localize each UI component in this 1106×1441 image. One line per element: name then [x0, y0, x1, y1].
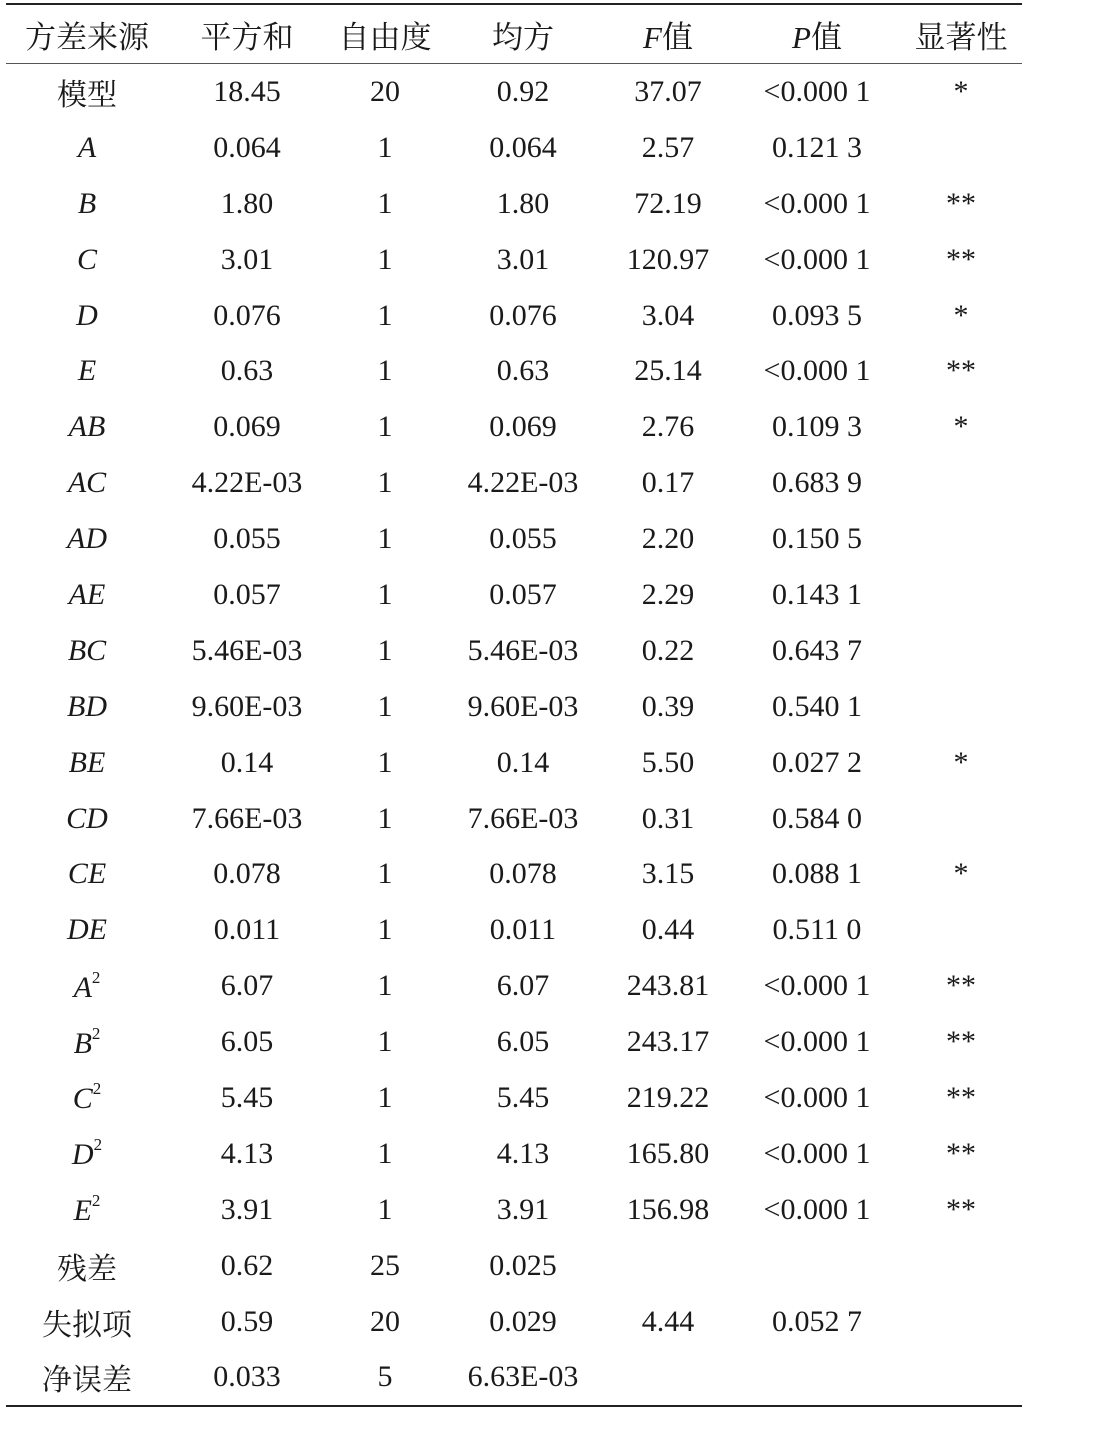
- cell-f-value: 5.50: [641, 745, 695, 779]
- cell-source: [6, 1126, 168, 1182]
- source-label: D: [71, 1138, 94, 1172]
- cell-mean-square: 1.80: [496, 186, 550, 220]
- cell-sum-of-squares: 3.01: [220, 242, 274, 276]
- source-label: BD: [67, 689, 107, 723]
- cell-degrees-of-freedom: 1: [377, 522, 393, 556]
- cell-sum-of-squares: 0.63: [220, 354, 274, 388]
- cell-significance: *: [953, 298, 969, 332]
- cell-p-value: <0.000 1: [763, 969, 871, 1003]
- cell-source: [6, 232, 168, 288]
- table-row: [6, 623, 1022, 679]
- cell-degrees-of-freedom: 1: [377, 745, 393, 779]
- cell-mean-square: 3.91: [496, 1192, 550, 1226]
- table-row: [6, 288, 1022, 344]
- source-exponent: 2: [93, 1135, 103, 1155]
- table-row: [6, 958, 1022, 1014]
- cell-significance: *: [953, 74, 969, 108]
- cell-p-value: <0.000 1: [763, 74, 871, 108]
- cell-source: [6, 567, 168, 623]
- cell-sum-of-squares: 1.80: [220, 186, 274, 220]
- cell-source: [6, 511, 168, 567]
- cell-p-value: [734, 1238, 900, 1294]
- source-exponent: 2: [91, 1191, 101, 1211]
- source-label: B: [73, 1026, 92, 1060]
- cell-sum-of-squares: 0.055: [213, 522, 281, 556]
- header-degrees-of-freedom: 自由度: [338, 19, 432, 55]
- cell-f-value: 3.15: [641, 857, 695, 891]
- table-row: [6, 343, 1022, 399]
- cell-sum-of-squares: 18.45: [213, 74, 281, 108]
- cell-p-value: <0.000 1: [763, 1025, 871, 1059]
- cell-p-value: 0.093 5: [772, 298, 862, 332]
- cell-source: [6, 902, 168, 958]
- source-label: E: [77, 354, 97, 388]
- cell-f-value: 2.76: [641, 410, 695, 444]
- cell-degrees-of-freedom: 1: [377, 186, 393, 220]
- cell-significance: [900, 679, 1022, 735]
- table-row: [6, 64, 1022, 120]
- cell-f-value: 3.04: [641, 298, 695, 332]
- table-body: [6, 64, 1022, 1407]
- header-f-suffix: 值: [661, 19, 693, 55]
- cell-sum-of-squares: 0.057: [213, 577, 281, 611]
- cell-mean-square: 0.078: [489, 857, 557, 891]
- source-label: 净误差: [42, 1364, 132, 1398]
- table-row: [6, 1238, 1022, 1294]
- cell-degrees-of-freedom: 1: [377, 130, 393, 164]
- cell-mean-square: 4.22E-03: [467, 466, 579, 500]
- cell-source: [6, 846, 168, 902]
- cell-degrees-of-freedom: 25: [370, 1248, 400, 1282]
- table-row: [6, 1182, 1022, 1238]
- cell-sum-of-squares: 0.011: [213, 913, 281, 947]
- table-row: [6, 567, 1022, 623]
- cell-degrees-of-freedom: 1: [377, 1192, 393, 1226]
- cell-f-value: 25.14: [634, 354, 702, 388]
- source-exponent: 2: [91, 1023, 101, 1043]
- cell-mean-square: 0.92: [496, 74, 550, 108]
- source-label: B: [77, 186, 97, 220]
- cell-source: [6, 399, 168, 455]
- cell-mean-square: 0.025: [489, 1248, 557, 1282]
- cell-p-value: <0.000 1: [763, 186, 871, 220]
- source-label: C: [72, 1082, 93, 1116]
- cell-sum-of-squares: 0.069: [213, 410, 281, 444]
- table-row: [6, 1349, 1022, 1406]
- cell-source: [6, 679, 168, 735]
- source-label: CE: [67, 857, 107, 891]
- cell-source: [6, 120, 168, 176]
- cell-degrees-of-freedom: 1: [377, 633, 393, 667]
- cell-degrees-of-freedom: 1: [377, 298, 393, 332]
- cell-source: [6, 1294, 168, 1350]
- cell-p-value: 0.511 0: [772, 913, 862, 947]
- cell-source: [6, 958, 168, 1014]
- cell-f-value: [602, 1349, 734, 1406]
- header-p-letter: P: [792, 19, 811, 55]
- cell-sum-of-squares: 6.05: [220, 1025, 274, 1059]
- anova-table-container: [6, 3, 1022, 1407]
- cell-degrees-of-freedom: 1: [377, 1025, 393, 1059]
- cell-mean-square: 6.07: [496, 969, 550, 1003]
- cell-mean-square: 0.029: [489, 1304, 557, 1338]
- cell-f-value: [602, 1238, 734, 1294]
- cell-degrees-of-freedom: 1: [377, 242, 393, 276]
- cell-sum-of-squares: 5.46E-03: [191, 633, 303, 667]
- cell-significance: **: [946, 969, 976, 1003]
- cell-p-value: <0.000 1: [763, 1136, 871, 1170]
- cell-degrees-of-freedom: 1: [377, 410, 393, 444]
- cell-degrees-of-freedom: 1: [377, 689, 393, 723]
- source-label: CD: [66, 801, 108, 835]
- cell-source: [6, 288, 168, 344]
- cell-sum-of-squares: 0.62: [220, 1248, 274, 1282]
- table-row: [6, 1126, 1022, 1182]
- cell-degrees-of-freedom: 1: [377, 969, 393, 1003]
- source-label: BE: [68, 745, 106, 779]
- cell-p-value: [734, 1349, 900, 1406]
- cell-significance: **: [946, 1136, 976, 1170]
- table-header: [6, 4, 1022, 64]
- cell-mean-square: 3.01: [496, 242, 550, 276]
- cell-significance: [900, 791, 1022, 847]
- header-f-value: [602, 4, 734, 64]
- cell-f-value: 165.80: [626, 1136, 710, 1170]
- cell-f-value: 72.19: [634, 186, 702, 220]
- cell-p-value: 0.683 9: [772, 466, 862, 500]
- cell-significance: *: [953, 857, 969, 891]
- cell-sum-of-squares: 5.45: [220, 1080, 274, 1114]
- cell-f-value: 2.29: [641, 577, 695, 611]
- cell-p-value: <0.000 1: [763, 1080, 871, 1114]
- cell-source: [6, 735, 168, 791]
- source-label: 模型: [57, 78, 117, 112]
- cell-degrees-of-freedom: 5: [377, 1360, 393, 1394]
- cell-p-value: <0.000 1: [763, 1192, 871, 1226]
- cell-sum-of-squares: 0.14: [220, 745, 274, 779]
- source-label: D: [76, 298, 98, 332]
- header-source: 方差来源: [25, 19, 149, 55]
- cell-mean-square: 7.66E-03: [467, 801, 579, 835]
- source-label: 残差: [57, 1252, 117, 1286]
- cell-f-value: 219.22: [626, 1080, 710, 1114]
- cell-f-value: 37.07: [634, 74, 702, 108]
- cell-f-value: 0.17: [641, 466, 695, 500]
- cell-significance: **: [946, 242, 976, 276]
- cell-sum-of-squares: 6.07: [220, 969, 274, 1003]
- cell-mean-square: 0.055: [489, 522, 557, 556]
- source-label: AB: [68, 410, 106, 444]
- cell-f-value: 156.98: [626, 1192, 710, 1226]
- source-exponent: 2: [91, 967, 101, 987]
- cell-source: [6, 1014, 168, 1070]
- cell-f-value: 2.57: [641, 130, 695, 164]
- cell-mean-square: 5.46E-03: [467, 633, 579, 667]
- cell-p-value: 0.643 7: [772, 633, 862, 667]
- cell-significance: [900, 120, 1022, 176]
- table-row: [6, 120, 1022, 176]
- cell-p-value: 0.052 7: [772, 1304, 862, 1338]
- cell-f-value: 243.17: [626, 1025, 710, 1059]
- cell-significance: [900, 511, 1022, 567]
- header-f-letter: F: [643, 19, 662, 55]
- cell-significance: [900, 567, 1022, 623]
- cell-mean-square: 0.064: [489, 130, 557, 164]
- cell-source: [6, 623, 168, 679]
- cell-source: [6, 791, 168, 847]
- cell-p-value: 0.150 5: [772, 522, 862, 556]
- source-label: A: [77, 130, 97, 164]
- cell-degrees-of-freedom: 1: [377, 577, 393, 611]
- source-exponent: 2: [92, 1079, 102, 1099]
- header-significance: 显著性: [914, 19, 1008, 55]
- table-row: [6, 232, 1022, 288]
- cell-sum-of-squares: 0.59: [220, 1304, 274, 1338]
- table-row: [6, 1294, 1022, 1350]
- source-label: AD: [67, 522, 107, 556]
- cell-degrees-of-freedom: 20: [370, 1304, 400, 1338]
- cell-f-value: 0.22: [641, 633, 695, 667]
- anova-table: [6, 3, 1022, 1407]
- cell-degrees-of-freedom: 1: [377, 913, 393, 947]
- cell-sum-of-squares: 4.13: [220, 1136, 274, 1170]
- cell-sum-of-squares: 0.076: [213, 298, 281, 332]
- cell-p-value: 0.121 3: [772, 130, 862, 164]
- cell-p-value: 0.088 1: [772, 857, 862, 891]
- cell-source: [6, 455, 168, 511]
- cell-mean-square: 0.63: [496, 354, 550, 388]
- cell-mean-square: 6.63E-03: [467, 1360, 579, 1394]
- table-row: [6, 399, 1022, 455]
- table-row: [6, 455, 1022, 511]
- table-row: [6, 735, 1022, 791]
- cell-p-value: <0.000 1: [763, 242, 871, 276]
- cell-sum-of-squares: 9.60E-03: [191, 689, 303, 723]
- cell-degrees-of-freedom: 1: [377, 857, 393, 891]
- source-label: A: [73, 970, 92, 1004]
- cell-significance: *: [953, 745, 969, 779]
- source-label: C: [76, 242, 97, 276]
- header-p-suffix: 值: [810, 19, 842, 55]
- cell-significance: *: [953, 410, 969, 444]
- table-row: [6, 846, 1022, 902]
- cell-p-value: 0.109 3: [772, 410, 862, 444]
- cell-degrees-of-freedom: 20: [370, 74, 400, 108]
- cell-degrees-of-freedom: 1: [377, 801, 393, 835]
- cell-source: [6, 1070, 168, 1126]
- cell-mean-square: 6.05: [496, 1025, 550, 1059]
- cell-f-value: 243.81: [626, 969, 710, 1003]
- cell-f-value: 0.44: [641, 913, 695, 947]
- cell-p-value: 0.027 2: [772, 745, 862, 779]
- cell-significance: [900, 1349, 1022, 1406]
- cell-sum-of-squares: 0.033: [213, 1360, 281, 1394]
- source-label: 失拟项: [42, 1308, 132, 1342]
- source-label: BC: [67, 633, 107, 667]
- cell-source: [6, 1182, 168, 1238]
- cell-source: [6, 1238, 168, 1294]
- cell-degrees-of-freedom: 1: [377, 354, 393, 388]
- cell-source: [6, 1349, 168, 1406]
- cell-significance: [900, 455, 1022, 511]
- cell-degrees-of-freedom: 1: [377, 466, 393, 500]
- cell-f-value: 0.39: [641, 689, 695, 723]
- cell-sum-of-squares: 0.064: [213, 130, 281, 164]
- header-row: [6, 4, 1022, 64]
- source-label: AC: [67, 466, 107, 500]
- cell-significance: **: [946, 1192, 976, 1226]
- cell-sum-of-squares: 4.22E-03: [191, 466, 303, 500]
- cell-sum-of-squares: 7.66E-03: [191, 801, 303, 835]
- cell-mean-square: 0.057: [489, 577, 557, 611]
- cell-f-value: 4.44: [641, 1304, 695, 1338]
- header-mean-square: 均方: [492, 19, 554, 55]
- cell-degrees-of-freedom: 1: [377, 1080, 393, 1114]
- cell-mean-square: 0.14: [496, 745, 550, 779]
- cell-f-value: 120.97: [626, 242, 710, 276]
- cell-significance: **: [946, 1080, 976, 1114]
- cell-source: [6, 176, 168, 232]
- header-sum-of-squares: 平方和: [200, 19, 294, 55]
- cell-degrees-of-freedom: 1: [377, 1136, 393, 1170]
- cell-significance: [900, 1294, 1022, 1350]
- cell-p-value: 0.143 1: [772, 577, 862, 611]
- cell-mean-square: 0.076: [489, 298, 557, 332]
- source-label: DE: [67, 913, 107, 947]
- table-row: [6, 511, 1022, 567]
- cell-sum-of-squares: 3.91: [220, 1192, 274, 1226]
- cell-mean-square: 0.069: [489, 410, 557, 444]
- table-row: [6, 791, 1022, 847]
- table-row: [6, 1070, 1022, 1126]
- cell-significance: [900, 1238, 1022, 1294]
- table-row: [6, 902, 1022, 958]
- source-label: AE: [68, 577, 106, 611]
- table-row: [6, 176, 1022, 232]
- cell-significance: [900, 902, 1022, 958]
- source-label: E: [73, 1194, 92, 1228]
- cell-significance: **: [946, 186, 976, 220]
- cell-significance: **: [946, 1025, 976, 1059]
- cell-source: [6, 64, 168, 120]
- cell-f-value: 2.20: [641, 522, 695, 556]
- cell-p-value: 0.584 0: [772, 801, 862, 835]
- cell-mean-square: 4.13: [496, 1136, 550, 1170]
- table-row: [6, 1014, 1022, 1070]
- header-p-value: [734, 4, 900, 64]
- cell-source: [6, 343, 168, 399]
- cell-p-value: <0.000 1: [763, 354, 871, 388]
- cell-significance: **: [946, 354, 976, 388]
- cell-mean-square: 5.45: [496, 1080, 550, 1114]
- cell-p-value: 0.540 1: [772, 689, 862, 723]
- cell-mean-square: 0.011: [489, 913, 557, 947]
- cell-mean-square: 9.60E-03: [467, 689, 579, 723]
- table-row: [6, 679, 1022, 735]
- cell-f-value: 0.31: [641, 801, 695, 835]
- cell-sum-of-squares: 0.078: [213, 857, 281, 891]
- cell-significance: [900, 623, 1022, 679]
